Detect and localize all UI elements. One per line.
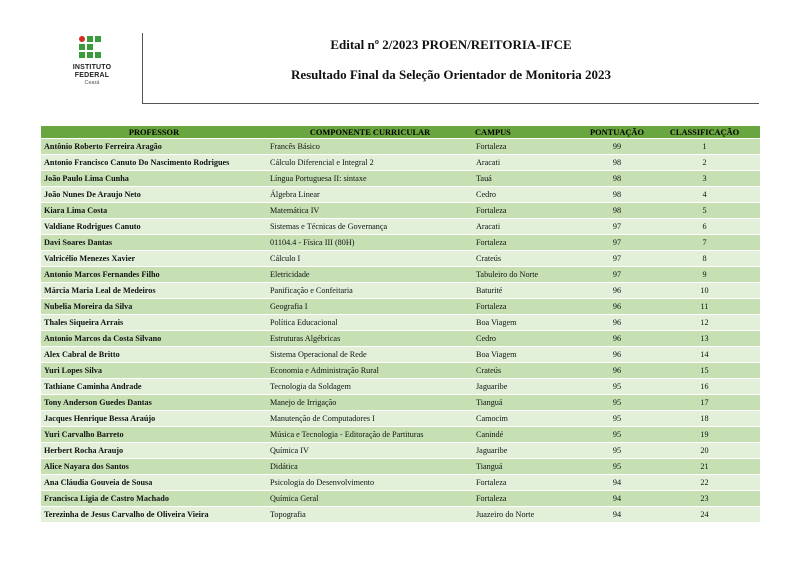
professor-cell: Tony Anderson Guedes Dantas bbox=[41, 395, 267, 411]
campus-cell: Fortaleza bbox=[473, 139, 585, 155]
professor-cell: Ana Cláudia Gouveia de Sousa bbox=[41, 475, 267, 491]
table-row bbox=[41, 507, 760, 523]
header-horizontal-divider bbox=[142, 103, 759, 104]
table-row bbox=[41, 283, 760, 299]
column-header-professor: PROFESSOR bbox=[41, 126, 267, 139]
campus-cell: Cedro bbox=[473, 331, 585, 347]
table-row bbox=[41, 299, 760, 315]
professor-cell: Márcia Maria Leal de Medeiros bbox=[41, 283, 267, 299]
document-subtitle: Resultado Final da Seleção Orientador de Monitoria 2023 bbox=[290, 67, 612, 82]
pontuacao-cell: 95 bbox=[585, 459, 649, 475]
table-row bbox=[41, 475, 760, 491]
componente-cell: Manutenção de Computadores I bbox=[267, 411, 473, 427]
classificacao-cell: 15 bbox=[649, 363, 760, 379]
professor-cell: Yuri Lopes Silva bbox=[41, 363, 267, 379]
column-header-campus: CAMPUS bbox=[473, 126, 585, 139]
table-row bbox=[41, 187, 760, 203]
classificacao-cell: 1 bbox=[649, 139, 760, 155]
institution-logo bbox=[62, 36, 122, 100]
column-header-classificacao: CLASSIFICAÇÃO bbox=[649, 126, 760, 139]
table-row bbox=[41, 411, 760, 427]
professor-cell: Alice Nayara dos Santos bbox=[41, 459, 267, 475]
pontuacao-cell: 95 bbox=[585, 395, 649, 411]
pontuacao-cell: 96 bbox=[585, 315, 649, 331]
professor-cell: Valricélio Menezes Xavier bbox=[41, 251, 267, 267]
campus-cell: Tianguá bbox=[473, 459, 585, 475]
professor-cell: Nubelia Moreira da Silva bbox=[41, 299, 267, 315]
classificacao-cell: 10 bbox=[649, 283, 760, 299]
pontuacao-cell: 97 bbox=[585, 235, 649, 251]
table-row bbox=[41, 139, 760, 155]
professor-cell: Antonio Marcos Fernandes Filho bbox=[41, 267, 267, 283]
professor-cell: Antônio Roberto Ferreira Aragão bbox=[41, 139, 267, 155]
classificacao-cell: 21 bbox=[649, 459, 760, 475]
campus-cell: Aracati bbox=[473, 219, 585, 235]
componente-cell: Estruturas Algébricas bbox=[267, 331, 473, 347]
classificacao-cell: 9 bbox=[649, 267, 760, 283]
componente-cell: Política Educacional bbox=[267, 315, 473, 331]
classificacao-cell: 23 bbox=[649, 491, 760, 507]
componente-cell: Didática bbox=[267, 459, 473, 475]
table-row bbox=[41, 427, 760, 443]
table-row bbox=[41, 491, 760, 507]
column-header-componente: COMPONENTE CURRICULAR bbox=[267, 126, 473, 139]
pontuacao-cell: 96 bbox=[585, 299, 649, 315]
campus-cell: Jaguaribe bbox=[473, 379, 585, 395]
pontuacao-cell: 94 bbox=[585, 475, 649, 491]
componente-cell: Sistemas e Técnicas de Governança bbox=[267, 219, 473, 235]
classificacao-cell: 24 bbox=[649, 507, 760, 523]
document-title: Edital nº 2/2023 PROEN/REITORIA-IFCE bbox=[330, 37, 572, 52]
componente-cell: Panificação e Confeitaria bbox=[267, 283, 473, 299]
table-row bbox=[41, 251, 760, 267]
componente-cell: Química IV bbox=[267, 443, 473, 459]
table-row bbox=[41, 219, 760, 235]
classificacao-cell: 14 bbox=[649, 347, 760, 363]
pontuacao-cell: 95 bbox=[585, 411, 649, 427]
componente-cell: Manejo de Irrigação bbox=[267, 395, 473, 411]
results-table bbox=[41, 126, 760, 523]
componente-cell: Topografia bbox=[267, 507, 473, 523]
classificacao-cell: 20 bbox=[649, 443, 760, 459]
logo-text-instituto: INSTITUTO bbox=[72, 64, 112, 71]
table-header-row bbox=[41, 126, 760, 139]
professor-cell: Francisca Ligia de Castro Machado bbox=[41, 491, 267, 507]
professor-cell: Antonio Marcos da Costa Silvano bbox=[41, 331, 267, 347]
professor-cell: Tathiane Caminha Andrade bbox=[41, 379, 267, 395]
campus-cell: Tianguá bbox=[473, 395, 585, 411]
classificacao-cell: 11 bbox=[649, 299, 760, 315]
classificacao-cell: 17 bbox=[649, 395, 760, 411]
componente-cell: Geografia I bbox=[267, 299, 473, 315]
table-row bbox=[41, 235, 760, 251]
campus-cell: Boa Viagem bbox=[473, 315, 585, 331]
componente-cell: Música e Tecnologia - Editoração de Partituras bbox=[267, 427, 473, 443]
classificacao-cell: 18 bbox=[649, 411, 760, 427]
pontuacao-cell: 95 bbox=[585, 427, 649, 443]
pontuacao-cell: 99 bbox=[585, 139, 649, 155]
table-row bbox=[41, 395, 760, 411]
componente-cell: 01104.4 - Física III (80H) bbox=[267, 235, 473, 251]
table-row bbox=[41, 155, 760, 171]
componente-cell: Língua Portuguesa II: sintaxe bbox=[267, 171, 473, 187]
logo-text-state: Ceará bbox=[84, 80, 100, 86]
professor-cell: Thales Siqueira Arrais bbox=[41, 315, 267, 331]
professor-cell: Alex Cabral de Britto bbox=[41, 347, 267, 363]
classificacao-cell: 5 bbox=[649, 203, 760, 219]
campus-cell: Fortaleza bbox=[473, 475, 585, 491]
table-row bbox=[41, 363, 760, 379]
componente-cell: Cálculo Diferencial e Integral 2 bbox=[267, 155, 473, 171]
campus-cell: Crateús bbox=[473, 251, 585, 267]
campus-cell: Tabuleiro do Norte bbox=[473, 267, 585, 283]
campus-cell: Fortaleza bbox=[473, 491, 585, 507]
table-row bbox=[41, 203, 760, 219]
pontuacao-cell: 94 bbox=[585, 491, 649, 507]
pontuacao-cell: 96 bbox=[585, 283, 649, 299]
professor-cell: Kiara Lima Costa bbox=[41, 203, 267, 219]
campus-cell: Juazeiro do Norte bbox=[473, 507, 585, 523]
componente-cell: Álgebra Linear bbox=[267, 187, 473, 203]
table-row bbox=[41, 331, 760, 347]
classificacao-cell: 8 bbox=[649, 251, 760, 267]
campus-cell: Boa Viagem bbox=[473, 347, 585, 363]
pontuacao-cell: 96 bbox=[585, 363, 649, 379]
classificacao-cell: 6 bbox=[649, 219, 760, 235]
componente-cell: Psicologia do Desenvolvimento bbox=[267, 475, 473, 491]
pontuacao-cell: 98 bbox=[585, 203, 649, 219]
campus-cell: Crateús bbox=[473, 363, 585, 379]
pontuacao-cell: 98 bbox=[585, 155, 649, 171]
componente-cell: Química Geral bbox=[267, 491, 473, 507]
componente-cell: Sistema Operacional de Rede bbox=[267, 347, 473, 363]
campus-cell: Tauá bbox=[473, 171, 585, 187]
professor-cell: Davi Soares Dantas bbox=[41, 235, 267, 251]
pontuacao-cell: 96 bbox=[585, 331, 649, 347]
campus-cell: Cedro bbox=[473, 187, 585, 203]
ifce-grid-logo-icon bbox=[72, 36, 112, 64]
pontuacao-cell: 94 bbox=[585, 507, 649, 523]
classificacao-cell: 3 bbox=[649, 171, 760, 187]
professor-cell: João Paulo Lima Cunha bbox=[41, 171, 267, 187]
pontuacao-cell: 97 bbox=[585, 219, 649, 235]
pontuacao-cell: 97 bbox=[585, 251, 649, 267]
classificacao-cell: 16 bbox=[649, 379, 760, 395]
classificacao-cell: 12 bbox=[649, 315, 760, 331]
componente-cell: Francês Básico bbox=[267, 139, 473, 155]
componente-cell: Eletricidade bbox=[267, 267, 473, 283]
table-row bbox=[41, 267, 760, 283]
professor-cell: Jacques Henrique Bessa Araújo bbox=[41, 411, 267, 427]
campus-cell: Jaguaribe bbox=[473, 443, 585, 459]
table-row bbox=[41, 347, 760, 363]
pontuacao-cell: 98 bbox=[585, 171, 649, 187]
pontuacao-cell: 97 bbox=[585, 267, 649, 283]
table-row bbox=[41, 379, 760, 395]
pontuacao-cell: 95 bbox=[585, 443, 649, 459]
classificacao-cell: 2 bbox=[649, 155, 760, 171]
logo-text-federal: FEDERAL bbox=[74, 72, 110, 79]
professor-cell: Valdiane Rodrigues Canuto bbox=[41, 219, 267, 235]
classificacao-cell: 4 bbox=[649, 187, 760, 203]
professor-cell: Yuri Carvalho Barreto bbox=[41, 427, 267, 443]
professor-cell: Herbert Rocha Araujo bbox=[41, 443, 267, 459]
column-header-pontuacao: PONTUAÇÃO bbox=[585, 126, 649, 139]
campus-cell: Camocim bbox=[473, 411, 585, 427]
campus-cell: Fortaleza bbox=[473, 203, 585, 219]
table-row bbox=[41, 315, 760, 331]
header-vertical-divider bbox=[142, 33, 143, 103]
campus-cell: Canindé bbox=[473, 427, 585, 443]
classificacao-cell: 13 bbox=[649, 331, 760, 347]
componente-cell: Economia e Administração Rural bbox=[267, 363, 473, 379]
componente-cell: Matemática IV bbox=[267, 203, 473, 219]
table-row bbox=[41, 459, 760, 475]
componente-cell: Cálculo I bbox=[267, 251, 473, 267]
campus-cell: Aracati bbox=[473, 155, 585, 171]
professor-cell: Antonio Francisco Canuto Do Nascimento Rodrigues bbox=[41, 155, 267, 171]
classificacao-cell: 22 bbox=[649, 475, 760, 491]
table-row bbox=[41, 443, 760, 459]
professor-cell: Terezinha de Jesus Carvalho de Oliveira Vieira bbox=[41, 507, 267, 523]
classificacao-cell: 7 bbox=[649, 235, 760, 251]
table-row bbox=[41, 171, 760, 187]
pontuacao-cell: 98 bbox=[585, 187, 649, 203]
classificacao-cell: 19 bbox=[649, 427, 760, 443]
campus-cell: Baturité bbox=[473, 283, 585, 299]
campus-cell: Fortaleza bbox=[473, 235, 585, 251]
componente-cell: Tecnologia da Soldagem bbox=[267, 379, 473, 395]
campus-cell: Fortaleza bbox=[473, 299, 585, 315]
professor-cell: João Nunes De Araujo Neto bbox=[41, 187, 267, 203]
pontuacao-cell: 95 bbox=[585, 379, 649, 395]
pontuacao-cell: 96 bbox=[585, 347, 649, 363]
